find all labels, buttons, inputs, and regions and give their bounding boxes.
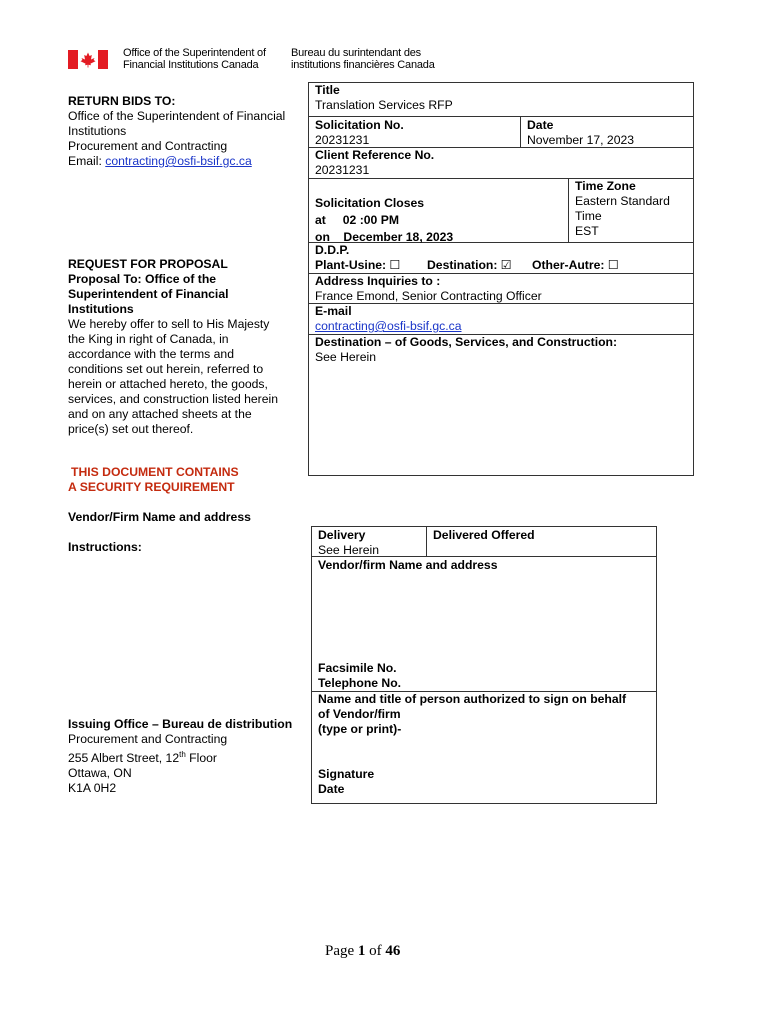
title-cell: Title Translation Services RFP (315, 83, 453, 112)
return-bids-heading: RETURN BIDS TO: (68, 94, 176, 108)
email-cell: E-mail contracting@osfi-bsif.gc.ca (315, 304, 462, 333)
client-reference-cell: Client Reference No. 20231231 (315, 148, 435, 177)
address-inquiries-cell: Address Inquiries to : France Emond, Senior Contracting Officer (315, 274, 542, 303)
rfp-heading: REQUEST FOR PROPOSAL (68, 257, 228, 271)
instructions-label: Instructions: (68, 540, 142, 554)
facsimile-field[interactable]: Facsimile No. (318, 661, 397, 675)
return-bids-block: RETURN BIDS TO: Office of the Superintendent of Financial Institutions Procurement and Contracting Email: contracting@osfi-bsif.gc.ca (68, 94, 286, 168)
signature-date-cell (318, 767, 374, 797)
title-value: Translation Services RFP (315, 98, 453, 112)
contact-numbers-cell (318, 661, 401, 691)
other-autre-checkbox[interactable]: Other-Autre: ☐ (532, 258, 619, 272)
destination-checkbox[interactable]: Destination: ☑ (427, 258, 512, 272)
security-requirement: THIS DOCUMENT CONTAINS A SECURITY REQUIREMENT (68, 465, 239, 494)
delivered-offered-cell: Delivered Offered (433, 528, 535, 542)
plant-usine-checkbox[interactable]: Plant-Usine: ☐ (315, 258, 401, 272)
page-number: Page 1 of 46 (325, 943, 401, 959)
canada-flag-icon (68, 50, 108, 69)
solicitation-no-cell: Solicitation No. 20231231 (315, 118, 404, 147)
rfp-block: REQUEST FOR PROPOSAL Proposal To: Office of the Superintendent of Financial Institutions We hereby offer to sell to His Majesty the King in right of Canada, in accordance with the terms and conditions set out herein, referred to herein or attached hereto, the goods, services, and construction listed herein and on any attached sheets at the price(s) set out thereof. (68, 257, 279, 436)
vendor-name-address-field[interactable]: Vendor/firm Name and address (318, 558, 498, 572)
signature-field[interactable]: Signature (318, 767, 375, 781)
date-cell: Date November 17, 2023 (527, 118, 635, 147)
issuing-office-block: Issuing Office – Bureau de distribution Procurement and Contracting 255 Albert Street, 12th Floor Ottawa, ON K1A 0H2 (68, 717, 293, 796)
time-zone-cell: Time Zone Eastern Standard Time EST (575, 179, 670, 238)
vendor-firm-label: Vendor/Firm Name and address (68, 510, 251, 524)
delivery-cell: Delivery See Herein (318, 528, 379, 557)
inquiries-email-link[interactable]: contracting@osfi-bsif.gc.ca (315, 319, 462, 333)
destination-goods-cell: Destination – of Goods, Services, and Construction: See Herein (315, 335, 618, 364)
solicitation-closes-cell: Solicitation Closes at 02 :00 PM on December 18, 2023 (315, 196, 454, 244)
ddp-cell: D.D.P. Plant-Usine: ☐ Destination: ☑ Other-Autre: ☐ (315, 243, 619, 272)
org-name-french: Bureau du surintendant des institutions financières Canada (291, 47, 435, 71)
date-field[interactable]: Date (318, 782, 345, 796)
authorized-signer-field[interactable]: Name and title of person authorized to sign on behalf of Vendor/firm (type or print)- (318, 692, 627, 736)
return-bids-email-link[interactable]: contracting@osfi-bsif.gc.ca (105, 154, 252, 168)
org-name-english: Office of the Superintendent of Financial Institutions Canada (123, 47, 266, 71)
telephone-field[interactable]: Telephone No. (318, 676, 402, 690)
